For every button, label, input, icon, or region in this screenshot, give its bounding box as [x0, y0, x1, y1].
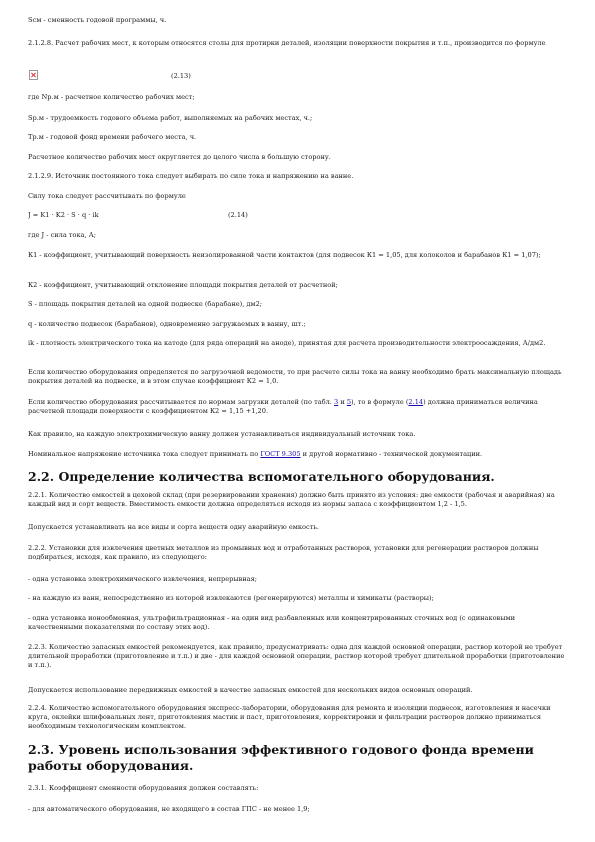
paragraph-text: Sр.м - трудоемкость годового объема работ, выполняемых на рабочих местах, ч.;	[28, 114, 313, 122]
paragraph-text: S - площадь покрытия деталей на одной подвеске (барабане), дм2;	[28, 300, 263, 308]
paragraph-text: Допускается устанавливать на все виды и сорта веществ одну аварийную емкость.	[28, 523, 320, 531]
paragraph-text: где J - сила тока, А;	[28, 231, 96, 239]
paragraph-text: 2.2.2. Установки для извлечения цветных металлов из промывных вод и отработанных растворов, установки для регенерации растворов должны подбираться, исходя, как правило, из следующего:	[28, 544, 539, 561]
gost-9-305-link[interactable]: ГОСТ 9.305	[260, 450, 301, 458]
paragraph-text: - для автоматического оборудования, не входящего в состав ГПС - не менее 1,9;	[28, 805, 310, 813]
broken-image-icon	[29, 70, 38, 80]
paragraph-text: Как правило, на каждую электрохимическую ванну должен устанавливаться индивидуальный источник тока.	[28, 430, 416, 438]
paragraph-text: 2.2.3. Количество запасных емкостей рекомендуется, как правило, предусматривать: одна для каждой основной операции, раствор которой не требует длительной проработки (приготовление и т.п.) и две - для каждой основной операции, раствор которой требует длительной проработки (приготовление и т.п.).	[28, 643, 565, 669]
formula-2-14-link[interactable]: 2.14	[408, 398, 424, 406]
paragraph-text: 2.2.1. Количество емкостей в цеховой склад (при резервировании хранения) должно быть принято из условия: две емкости (рабочая и аварийная) на каждый вид и сорт веществ. Вместимость емкости должна определяться исходя из нормы запаса с коэффициентом 1,2 - 1,5.	[28, 491, 555, 508]
section-heading: 2.2. Определение количества вспомогательного оборудования.	[28, 469, 495, 484]
paragraph-text: q - количество подвесок (барабанов), одновременно загружаемых в ванну, шт.;	[28, 320, 306, 328]
paragraph-text: - одна установка ионообменная, ультрафильтрационная - на один вид разбавленных или концентрированных сточных вод (с одинаковыми качественными показателями по составу этих вод).	[28, 614, 516, 631]
formula-text: J = K1 · K2 · S · q · ik	[28, 211, 99, 219]
paragraph-text: - одна установка электрохимического извлечения, непрерывная;	[28, 575, 257, 583]
paragraph-text: К2 - коэффициент, учитывающий отклонение площади покрытия деталей от расчетной;	[28, 281, 338, 289]
paragraph-text: Силу тока следует рассчитывать по формуле	[28, 192, 186, 200]
paragraph-text: Тр.м - годовой фонд времени рабочего места, ч.	[28, 133, 197, 141]
paragraph-text: Sсм - сменность годовой программы, ч.	[28, 16, 167, 24]
paragraph-text: - на каждую из ванн, непосредственно из которой извлекаются (регенерируются) металлы и химикаты (растворы);	[28, 594, 434, 602]
paragraph-text: К1 - коэффициент, учитывающий поверхность неизолированной части контактов (для подвесок К1 = 1,05, для колоколов и барабанов К1 = 1,07);	[28, 251, 541, 259]
paragraph-text: 2.2.4. Количество вспомогательного оборудования экспресс-лаборатории, оборудования для ремонта и изоляции подвесок, изготовления и насечки круга, оклейки шлифовальных лент, приготовления мастик и паст, приготовления, корректировки и фильтрации растворов должно приниматься необходимым технологическим комплектом.	[28, 704, 551, 730]
equation-number: (2.13)	[171, 72, 191, 80]
paragraph-with-link: Номинальное напряжение источника тока следует принимать по ГОСТ 9.305 и другой нормативно - технической документации.	[28, 450, 483, 458]
paragraph-text: ik - плотность электрического тока на катоде (для ряда операций на аноде), принятая для расчета производительности электроосаждения, А/дм2.	[28, 339, 546, 347]
paragraph-text: Если количество оборудования определяется по загрузочной ведомости, то при расчете силы тока на ванну необходимо брать максимальную площадь покрытия деталей на подвеске, и в этом случае коэффициент К2 = 1,0.	[28, 368, 562, 385]
paragraph-text: 2.1.2.8. Расчет рабочих мест, к которым относятся столы для протирки деталей, изоляции поверхности покрытия и т.п., производится по формуле	[28, 39, 546, 47]
paragraph-text: 2.1.2.9. Источник постоянного тока следует выбирать по силе тока и напряжению на ванне.	[28, 172, 354, 180]
section-heading: 2.3. Уровень использования эффективного годового фонда времени работы оборудования.	[28, 742, 534, 773]
paragraph-with-links: Если количество оборудования рассчитывается по нормам загрузки деталей (по табл. 3 и 5), то в формуле (2.14) должна приниматься величина расчетной площади поверхности с коэффициентом К2 = 1,15 +1,20.	[28, 398, 538, 415]
paragraph-text: где Nр.м - расчетное количество рабочих мест;	[28, 93, 195, 101]
equation-number: (2.14)	[228, 211, 248, 219]
paragraph-text: Расчетное количество рабочих мест округляется до целого числа в большую сторону.	[28, 153, 331, 161]
table-3-link[interactable]: 3	[334, 398, 339, 406]
table-5-link[interactable]: 5	[346, 398, 352, 406]
paragraph-text: 2.3.1. Коэффициент сменности оборудования должен составлять:	[28, 784, 259, 792]
paragraph-text: Допускается использование передвижных емкостей в качестве запасных емкостей для нескольких видов основных операций.	[28, 686, 473, 694]
